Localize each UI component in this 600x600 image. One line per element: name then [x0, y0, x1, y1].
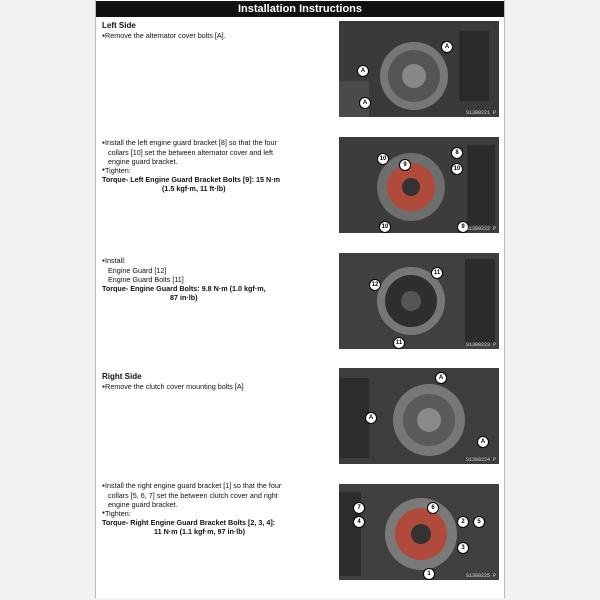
instruction-line: engine guard bracket.: [108, 499, 178, 509]
clutch-cover-photo: [339, 368, 499, 464]
callout-label: A: [441, 41, 453, 53]
instruction-line: ● Install:: [102, 256, 332, 266]
callout-label: 5: [473, 516, 485, 528]
instruction-line: collars [5, 6, 7] set the between clutch cover and right: [108, 490, 278, 500]
instruction-line: ● Tighten:: [102, 166, 332, 176]
callout-label: 1: [423, 568, 435, 580]
callout-label: 2: [457, 516, 469, 528]
callout-label: A: [365, 412, 377, 424]
callout-label: A: [357, 65, 369, 77]
instruction-line: ● Install the right engine guard bracket [1] so that the four: [102, 481, 332, 491]
instruction-line: ● Tighten:: [102, 509, 332, 519]
section-engine-guard-install: [102, 256, 332, 302]
section-right-side-remove: [102, 372, 332, 392]
callout-label: 11: [393, 337, 405, 349]
section-heading: Right Side: [102, 372, 142, 381]
figure-code: S1380222 P: [465, 226, 496, 232]
callout-label: A: [435, 372, 447, 384]
instruction-line: ● Install the left engine guard bracket [8] so that the four: [102, 138, 332, 148]
left-bracket-photo: [339, 137, 499, 233]
figure-code: S1380225 P: [465, 573, 496, 579]
callout-label: 8: [451, 147, 463, 159]
callout-label: 3: [457, 542, 469, 554]
section-left-side-remove: [102, 21, 332, 41]
callout-label: 9: [399, 159, 411, 171]
right-bracket-photo: [339, 484, 499, 580]
instruction-page: [95, 0, 505, 598]
section-heading: Left Side: [102, 21, 136, 30]
torque-spec: Torque- Engine Guard Bolts: 9.8 N·m (1.0 kgf·m,: [102, 283, 266, 293]
callout-label: 11: [431, 267, 443, 279]
callout-label: A: [359, 97, 371, 109]
torque-spec: 11 N·m (1.1 kgf·m, 97 in·lb): [154, 527, 246, 537]
torque-spec: Torque- Left Engine Guard Bracket Bolts [9]: 15 N·m: [102, 175, 280, 185]
instruction-line: Engine Guard Bolts [11]: [108, 274, 184, 284]
instruction-line: ● Remove the clutch cover mounting bolts [A]: [102, 382, 332, 392]
torque-spec: 87 in·lb): [170, 292, 198, 302]
torque-spec: (1.5 kgf·m, 11 ft·lb): [162, 184, 226, 194]
callout-label: 6: [427, 502, 439, 514]
section-right-bracket-install: [102, 481, 332, 536]
section-left-bracket-install: [102, 138, 332, 193]
callout-label: A: [477, 436, 489, 448]
callout-label: 9: [457, 221, 469, 233]
torque-spec: Torque- Right Engine Guard Bracket Bolts [2, 3, 4]:: [102, 518, 276, 528]
instruction-line: Engine Guard [12]: [108, 265, 167, 275]
instruction-line: ● Remove the alternator cover bolts [A].: [102, 31, 332, 41]
callout-label: 4: [353, 516, 365, 528]
callout-label: 10: [379, 221, 391, 233]
figure-code: S1380223 P: [465, 342, 496, 348]
callout-label: 10: [451, 163, 463, 175]
instruction-line: collars [10] set the between alternator cover and left: [108, 147, 274, 157]
instruction-line: engine guard bracket.: [108, 156, 178, 166]
engine-guard-photo: [339, 253, 499, 349]
callout-label: 7: [353, 502, 365, 514]
callout-label: 10: [377, 153, 389, 165]
alternator-cover-photo: [339, 21, 499, 117]
figure-code: S1380221 P: [465, 110, 496, 116]
page-title: Installation Instructions: [96, 1, 504, 17]
figure-code: S1380224 P: [465, 457, 496, 463]
callout-label: 12: [369, 279, 381, 291]
